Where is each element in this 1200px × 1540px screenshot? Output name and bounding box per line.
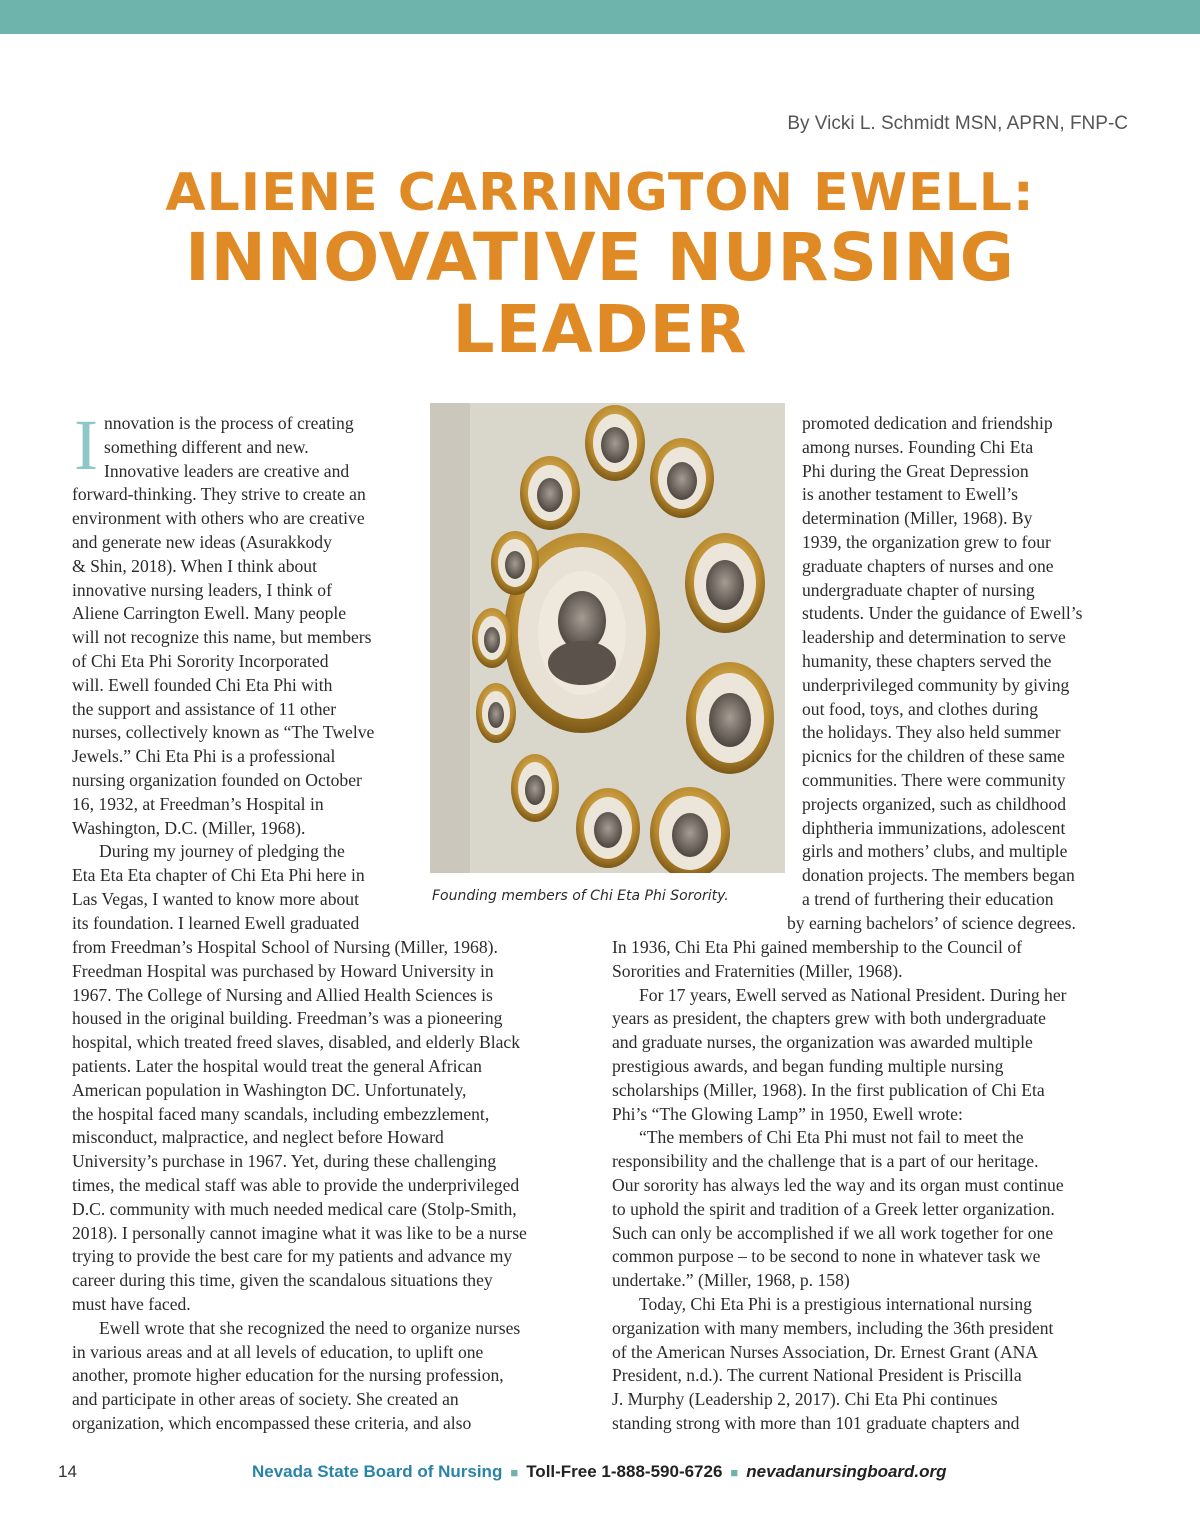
text-line: housed in the original building. Freedman’s was a pioneering bbox=[72, 1008, 503, 1029]
text-line: out food, toys, and clothes during bbox=[802, 698, 1039, 719]
text-line: girls and mothers’ clubs, and multiple bbox=[802, 841, 1068, 862]
photo-caption: Founding members of Chi Eta Phi Sorority. bbox=[432, 888, 729, 904]
text-line: and participate in other areas of society. She created an bbox=[72, 1389, 459, 1410]
text-line: students. Under the guidance of Ewell’s bbox=[802, 603, 1083, 624]
article-title bbox=[0, 164, 1200, 366]
text-line: Phi during the Great Depression bbox=[802, 460, 1029, 481]
text-line: among nurses. Founding Chi Eta bbox=[802, 436, 1034, 457]
text-line: and graduate nurses, the organization was awarded multiple bbox=[612, 1032, 1033, 1053]
column-2-lower bbox=[612, 936, 1142, 1436]
text-line: Ewell wrote that she recognized the need to organize nurses bbox=[99, 1317, 521, 1338]
column-3-upper bbox=[802, 412, 1132, 912]
text-line: President, n.d.). The current National President is Priscilla bbox=[612, 1365, 1022, 1386]
text-line: Such can only be accomplished if we all work together for one bbox=[612, 1222, 1054, 1243]
founders-photo bbox=[430, 403, 785, 873]
text-line: by earning bachelors’ of science degrees. bbox=[787, 913, 1076, 933]
text-line: 2018). I personally cannot imagine what it was like to be a nurse bbox=[72, 1222, 527, 1243]
text-line: will not recognize this name, but members bbox=[72, 627, 372, 648]
column-1-lower bbox=[72, 936, 592, 1436]
paragraph-council bbox=[612, 936, 1142, 984]
paragraph-organize bbox=[72, 1317, 592, 1436]
text-line: Eta Eta Eta chapter of Chi Eta Phi here in bbox=[72, 865, 365, 886]
text-line: humanity, these chapters served the bbox=[802, 650, 1052, 671]
text-line: Aliene Carrington Ewell. Many people bbox=[72, 603, 347, 624]
text-line: 1939, the organization grew to four bbox=[802, 531, 1051, 552]
page-number: 14 bbox=[58, 1462, 77, 1481]
text-line: Today, Chi Eta Phi is a prestigious international nursing bbox=[639, 1293, 1032, 1314]
text-line: the support and assistance of 11 other bbox=[72, 698, 337, 719]
paragraph-quote bbox=[612, 1126, 1142, 1293]
title-line-2: INNOVATIVE NURSING bbox=[185, 219, 1015, 296]
text-line: of the American Nurses Association, Dr. Ernest Grant (ANA bbox=[612, 1341, 1039, 1362]
text-line: environment with others who are creative bbox=[72, 508, 365, 529]
title-line-1: ALIENE CARRINGTON EWELL: bbox=[165, 163, 1035, 223]
text-line: years as president, the chapters grew with both undergraduate bbox=[612, 1008, 1046, 1029]
text-line: standing strong with more than 101 graduate chapters and bbox=[612, 1412, 1020, 1433]
text-line: innovative nursing leaders, I think of bbox=[72, 579, 332, 600]
text-line: to uphold the spirit and tradition of a Greek letter organization. bbox=[612, 1198, 1055, 1219]
text-line: undergraduate chapter of nursing bbox=[802, 579, 1035, 600]
title-line-3: LEADER bbox=[452, 291, 748, 368]
text-line: projects organized, such as childhood bbox=[802, 793, 1067, 814]
text-line: Washington, D.C. (Miller, 1968). bbox=[72, 817, 306, 838]
text-line: For 17 years, Ewell served as National President. During her bbox=[639, 984, 1067, 1005]
text-line: times, the medical staff was able to provide the underprivileged bbox=[72, 1174, 520, 1195]
text-line: & Shin, 2018). When I think about bbox=[72, 555, 317, 576]
column-1-upper bbox=[72, 405, 422, 936]
text-line: underprivileged community by giving bbox=[802, 674, 1070, 695]
text-line: another, promote higher education for the nursing profession, bbox=[72, 1365, 504, 1386]
text-line: promoted dedication and friendship bbox=[802, 413, 1053, 433]
text-line: Innovative leaders are creative and bbox=[103, 460, 350, 481]
paragraph-today bbox=[612, 1293, 1142, 1436]
footer-separator: ■ bbox=[730, 1465, 739, 1480]
footer-separator: ■ bbox=[510, 1465, 519, 1480]
column-3-last-line bbox=[787, 912, 1137, 936]
paragraph-president bbox=[612, 984, 1142, 1127]
footer-phone: Toll-Free 1-888-590-6726 bbox=[526, 1462, 723, 1481]
para-intro bbox=[72, 405, 422, 840]
text-line: something different and new. bbox=[103, 436, 309, 457]
text-line: patients. Later the hospital would treat the general African bbox=[72, 1055, 482, 1076]
text-line: a trend of furthering their education bbox=[802, 888, 1054, 909]
text-line: J. Murphy (Leadership 2, 2017). Chi Eta Phi continues bbox=[612, 1389, 998, 1410]
text-line: 16, 1932, at Freedman’s Hospital in bbox=[72, 793, 324, 814]
text-line: “The members of Chi Eta Phi must not fail to meet the bbox=[639, 1127, 1024, 1148]
text-line: is another testament to Ewell’s bbox=[802, 484, 1018, 505]
text-line: organization with many members, including the 36th president bbox=[612, 1317, 1054, 1338]
text-line: Jewels.” Chi Eta Phi is a professional bbox=[72, 746, 336, 767]
paragraph-freedman bbox=[72, 936, 592, 1317]
footer-website: nevadanursingboard.org bbox=[746, 1462, 947, 1481]
text-line: graduate chapters of nurses and one bbox=[802, 555, 1054, 576]
text-line: picnics for the children of these same bbox=[802, 746, 1065, 767]
text-line: hospital, which treated freed slaves, disabled, and elderly Black bbox=[72, 1032, 520, 1053]
text-line: of Chi Eta Phi Sorority Incorporated bbox=[72, 650, 329, 671]
text-line: nurses, collectively known as “The Twelve bbox=[72, 722, 375, 743]
drop-cap: I bbox=[74, 405, 98, 485]
text-line: leadership and determination to serve bbox=[802, 627, 1066, 648]
text-line: trying to provide the best care for my patients and advance my bbox=[72, 1246, 513, 1267]
text-line: must have faced. bbox=[72, 1293, 191, 1314]
text-line: In 1936, Chi Eta Phi gained membership to the Council of bbox=[612, 937, 1022, 957]
text-line: and generate new ideas (Asurakkody bbox=[72, 531, 332, 552]
text-line: the hospital faced many scandals, including embezzlement, bbox=[72, 1103, 490, 1124]
text-line: donation projects. The members began bbox=[802, 865, 1075, 886]
text-line: undertake.” (Miller, 1968, p. 158) bbox=[612, 1270, 850, 1291]
text-line: Sororities and Fraternities (Miller, 1968). bbox=[612, 960, 903, 981]
text-line: the holidays. They also held summer bbox=[802, 722, 1061, 743]
byline: By Vicki L. Schmidt MSN, APRN, FNP-C bbox=[787, 113, 1128, 134]
text-line: will. Ewell founded Chi Eta Phi with bbox=[72, 674, 333, 695]
text-line: misconduct, malpractice, and neglect before Howard bbox=[72, 1127, 444, 1148]
text-line: nnovation is the process of creating bbox=[103, 413, 354, 433]
text-line: from Freedman’s Hospital School of Nursing (Miller, 1968). bbox=[72, 937, 498, 957]
text-line: in various areas and at all levels of education, to uplift one bbox=[72, 1341, 484, 1362]
text-line: Phi’s “The Glowing Lamp” in 1950, Ewell wrote: bbox=[612, 1103, 963, 1124]
text-line: determination (Miller, 1968). By bbox=[802, 508, 1033, 529]
text-line: 1967. The College of Nursing and Allied Health Sciences is bbox=[72, 984, 493, 1005]
text-line: organization, which encompassed these criteria, and also bbox=[72, 1412, 472, 1433]
text-line: its foundation. I learned Ewell graduated bbox=[72, 912, 360, 933]
text-line: D.C. community with much needed medical care (Stolp-Smith, bbox=[72, 1198, 517, 1219]
text-line: career during this time, given the scandalous situations they bbox=[72, 1270, 493, 1291]
text-line: Las Vegas, I wanted to know more about bbox=[72, 888, 359, 909]
text-line: nursing organization founded on October bbox=[72, 769, 362, 790]
text-line: University’s purchase in 1967. Yet, during these challenging bbox=[72, 1151, 497, 1172]
text-line: American population in Washington DC. Unfortunately, bbox=[72, 1079, 467, 1100]
text-line: communities. There were community bbox=[802, 769, 1066, 790]
text-line: responsibility and the challenge that is a part of our heritage. bbox=[612, 1151, 1039, 1172]
text-line: scholarships (Miller, 1968). In the first publication of Chi Eta bbox=[612, 1079, 1045, 1100]
top-accent-bar bbox=[0, 0, 1200, 34]
text-line: diphtheria immunizations, adolescent bbox=[802, 817, 1066, 838]
text-line: common purpose – to be second to none in whatever task we bbox=[612, 1246, 1041, 1267]
footer bbox=[252, 1462, 947, 1482]
text-line: Freedman Hospital was purchased by Howard University in bbox=[72, 960, 494, 981]
footer-org-name: Nevada State Board of Nursing bbox=[252, 1462, 503, 1481]
text-line: forward-thinking. They strive to create an bbox=[72, 484, 366, 505]
text-line: During my journey of pledging the bbox=[99, 841, 345, 862]
text-line: Our sorority has always led the way and its organ must continue bbox=[612, 1174, 1064, 1195]
text-line: prestigious awards, and began funding multiple nursing bbox=[612, 1055, 1004, 1076]
